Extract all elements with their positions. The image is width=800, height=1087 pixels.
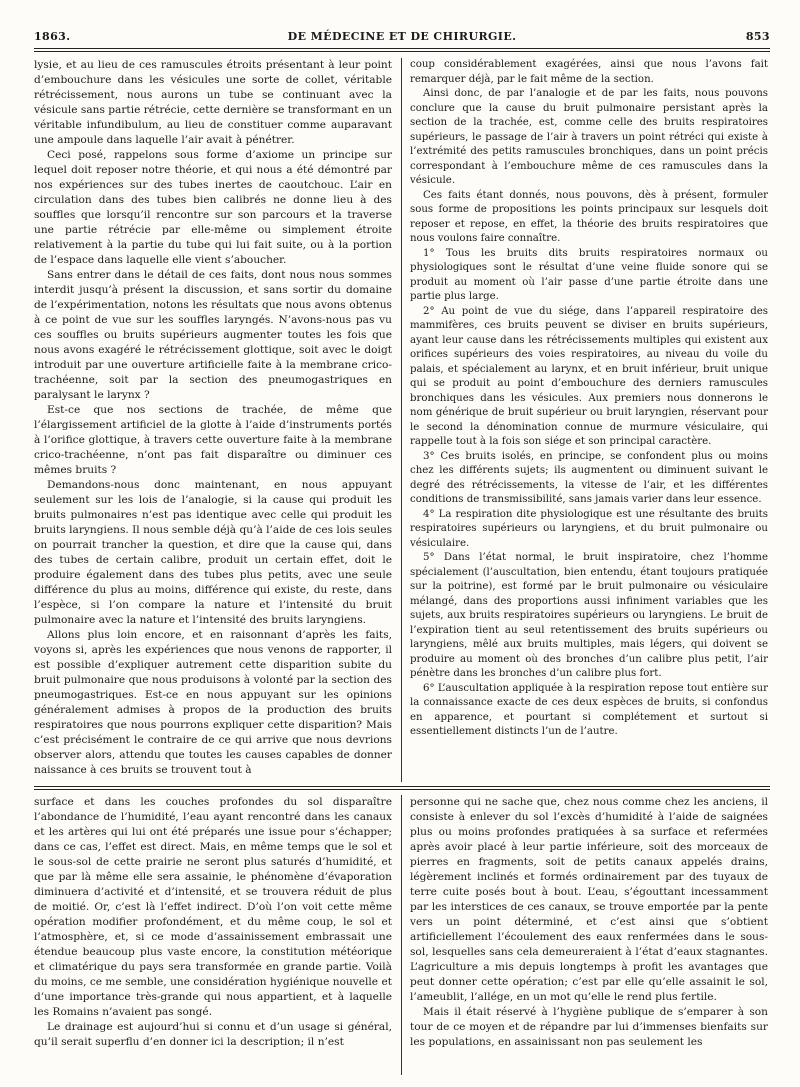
paragraph: personne qui ne sache que, chez nous comme chez les anciens, il consiste à enlever du sol l’excès d’humidité à l’aide de saignées plus ou moins profondes pratiquées à sa surface et refermées après avoir placé à leur partie inférieure, soit des morceaux de pierres en fragments, soit de petits canaux appelés drains, légèrement inclinés et formés ordinairement par des tuyaux de terre cuite posés bout à bout. L’eau, s’égouttant incessamment par les interstices de ces canaux, se trouve emportée par la pente vers un point déterminé, et c’est ainsi que s’obtient artificiellement l’écoulement des eaux renfermées dans le sous-sol, lesquelles sans cela demeureraient à l’état d’eaux stagnantes. L’agriculture a mis depuis longtemps à profit les avantages que peut donner cette opération; c’est par elle qu’elle assainit le sol, l’ameublit, l’allége, en un mot qu’elle le rend plus fertile. (410, 796, 768, 1003)
section-rule-thin (34, 789, 770, 790)
paragraph: 4° La respiration dite physiologique est une résultante des bruits respiratoires supérieurs ou laryngiens, et du bruit pulmonaire ou vésiculaire. (410, 508, 768, 549)
header-title: DE MÉDECINE ET DE CHIRURGIE. (287, 30, 517, 43)
paragraph: Le drainage est aujourd’hui si connu et d’un usage si général, qu’il serait superflu d’en donner ici la description; il n’est (34, 1021, 392, 1048)
lower-left-column (34, 795, 392, 1075)
paragraph: 3° Ces bruits isolés, en principe, se confondent plus ou moins chez les différents sujets; ils augmentent ou diminuent suivant le degré des rétrécissements, la vitesse de l’air, et les différentes conditions de transmissibilité, sans jamais varier dans leur essence. (410, 450, 768, 505)
paragraph: Ceci posé, rappelons sous forme d’axiome un principe sur lequel doit reposer notre théorie, et qui nous a été démontré par nos expériences sur des tubes inertes de caoutchouc. L’air en circulation dans des tubes bien calibrés ne donne lieu à des souffles que lorsqu’il rencontre sur son parcours et la traverse une partie rétrécie par elle-même ou simplement étroite relativement à la partie du tube qui lui fait suite, ou à la portion de l’espace dans laquelle elle vient s’aboucher. (34, 149, 392, 266)
paragraph: Allons plus loin encore, et en raisonnant d’après les faits, voyons si, après les expériences que nous venons de rapporter, il est possible d’expliquer autrement cette disparition subite du bruit pulmonaire que nous produisons à volonté par la section des pneumogastriques. Est-ce en nous appuyant sur les opinions généralement admises à propos de la production des bruits respiratoires que nous pourrons expliquer cette disparition? Mais c’est précisément le contraire de ce qui arrive que nous devrions observer alors, attendu que toutes les causes capables de donner naissance à ces bruits se trouvent tout à (34, 629, 392, 776)
paragraph: Sans entrer dans le détail de ces faits, dont nous nous sommes interdit jusqu’à présent la discussion, et sans sortir du domaine de l’expérimentation, notons les résultats que nous avons obtenus à ce point de vue sur les souffles laryngés. N’avons-nous pas vu ces souffles ou bruits supérieurs augmenter toutes les fois que nous avons exagéré le rétrécissement glottique, soit avec le doigt introduit par une ouverture artificielle faite à la membrane crico-trachéenne, soit par la section des pneumogastriques en paralysant le larynx ? (34, 269, 392, 401)
paragraph: 1° Tous les bruits dits bruits respiratoires normaux ou physiologiques sont le résultat d’une veine fluide sonore qui se produit au moment où l’air passe d’une partie étroite dans une partie plus large. (410, 247, 768, 302)
paragraph: 2° Au point de vue du siége, dans l’appareil respiratoire des mammifères, ces bruits peuvent se diviser en bruits supérieurs, ayant leur cause dans les rétrécissements multiples qui existent aux orifices supérieurs des voies respiratoires, au niveau du voile du palais, et spécialement au larynx, et en bruit inférieur, bruit unique qui se produit au point d’embouchure des derniers ramuscules bronchiques dans les vésicules. Aux premiers nous donnerons le nom générique de bruit supérieur ou bruit laryngien, réservant pour le second la dénomination connue de murmure vésiculaire, qui rappelle tout à la fois son siége et son principal caractère. (410, 305, 768, 447)
paragraph: Est-ce que nos sections de trachée, de même que l’élargissement artificiel de la glotte à l’aide d’instruments portés à l’orifice glottique, à travers cette ouverture faite à la membrane crico-trachéenne, n’ont pas fait disparaître ou diminuer ces mêmes bruits ? (34, 404, 392, 476)
header-rule (34, 48, 770, 49)
paragraph: surface et dans les couches profondes du sol disparaître l’abondance de l’humidité, l’eau ayant rencontré dans les canaux et les artères qui lui ont été préparés une issue pour s’échapper; dans ce cas, l’effet est direct. Mais, en même temps que le sol et le sous-sol de cette prairie ne seront plus saturés d’humidité, et que par là même elle sera assainie, le phénomène d’évaporation diminuera d’activité et d’intensité, et se trouvera réduit de plus de moitié. Or, c’est là l’effet indirect. D’où l’on voit cette même opération modifier profondément, et du même coup, le sol et l’atmosphère, et, si ce mode d’assainissement embrassait une étendue beaucoup plus vaste encore, la constitution météorique et climatérique du pays sera transformée en grande partie. Voilà du moins, ce me semble, une considération hygiénique nouvelle et d’une importance très-grande qui nous appartient, et à laquelle les Romains n’avaient pas songé. (34, 796, 392, 1018)
upper-left-column (34, 58, 392, 782)
paragraph: 6° L’auscultation appliquée à la respiration repose tout entière sur la connaissance exacte de ces deux espèces de bruits, si confondus en apparence, et pourtant si complétement et surtout si essentiellement distincts l’un de l’autre. (410, 682, 768, 737)
paragraph: Ainsi donc, de par l’analogie et de par les faits, nous pouvons conclure que la cause du bruit pulmonaire persistant après la section de la trachée, est, comme celle des bruits respiratoires supérieurs, le passage de l’air à travers un point rétréci qui existe à l’extrémité des petits ramuscules bronchiques, dans un point précis correspondant à l’embouchure même de ces ramuscules dans la vésicule. (410, 88, 768, 186)
header-rule-thin (34, 51, 770, 52)
paragraph: Mais il était réservé à l’hygiène publique de s’emparer à son tour de ce moyen et de répandre par lui d’immenses bienfaits sur les populations, en assainissant non pas seulement les (410, 1006, 768, 1048)
column-divider-upper (401, 58, 402, 782)
lower-right-column (410, 795, 768, 1075)
header-year: 1863. (34, 30, 71, 43)
paragraph: 5° Dans l’état normal, le bruit inspiratoire, chez l’homme spécialement (l’auscultation, bien entendu, étant toujours pratiquée sur la poitrine), est formé par le bruit pulmonaire ou vésiculaire mélangé, dans des proportions aussi infiniment variables que les sujets, aux bruits respiratoires supérieurs ou laryngiens. Le bruit de l’expiration tient au seul retentissement des bruits supérieurs ou laryngiens, mêlé aux bruits multiples, mais légers, qui doivent se produire au moment où des bronches d’un calibre plus petit, l’air pénètre dans les bronches d’un calibre plus fort. (410, 552, 768, 679)
paragraph: Demandons-nous donc maintenant, en nous appuyant seulement sur les lois de l’analogie, si la cause qui produit les bruits pulmonaires n’est pas identique avec celle qui produit les bruits laryngiens. Il nous semble déjà qu’à l’aide de ces lois seules on pourrait trancher la question, et dire que la cause qui, dans des tubes de certain calibre, produit un certain effet, doit le produire également dans des tubes plus petits, avec une seule différence du plus au moins, différence qui existe, du reste, dans l’espèce, si l’on compare la nature et l’intensité du bruit pulmonaire avec la nature et l’intensité des bruits laryngiens. (34, 479, 392, 626)
section-rule (34, 786, 770, 787)
paragraph: coup considérablement exagérées, ainsi que nous l’avons fait remarquer déjà, par le fait même de la section. (410, 59, 768, 85)
page-header (34, 30, 770, 44)
page-number: 853 (745, 30, 770, 43)
paragraph: Ces faits étant donnés, nous pouvons, dès à présent, formuler sous forme de propositions les points principaux sur lesquels doit reposer et repose, en effet, la théorie des bruits respiratoires que nous voulons faire connaître. (410, 189, 768, 244)
column-divider-lower (401, 795, 402, 1075)
paragraph: lysie, et au lieu de ces ramuscules étroits présentant à leur point d’embouchure dans les vésicules une sorte de collet, véritable rétrécissement, nous aurons un tube se continuant avec la vésicule sans partie rétrécie, cette dernière se transformant en un véritable infundibulum, au lieu de constituer comme auparavant une ampoule dans laquelle l’air avait à pénétrer. (34, 59, 392, 146)
upper-right-column (410, 58, 768, 782)
